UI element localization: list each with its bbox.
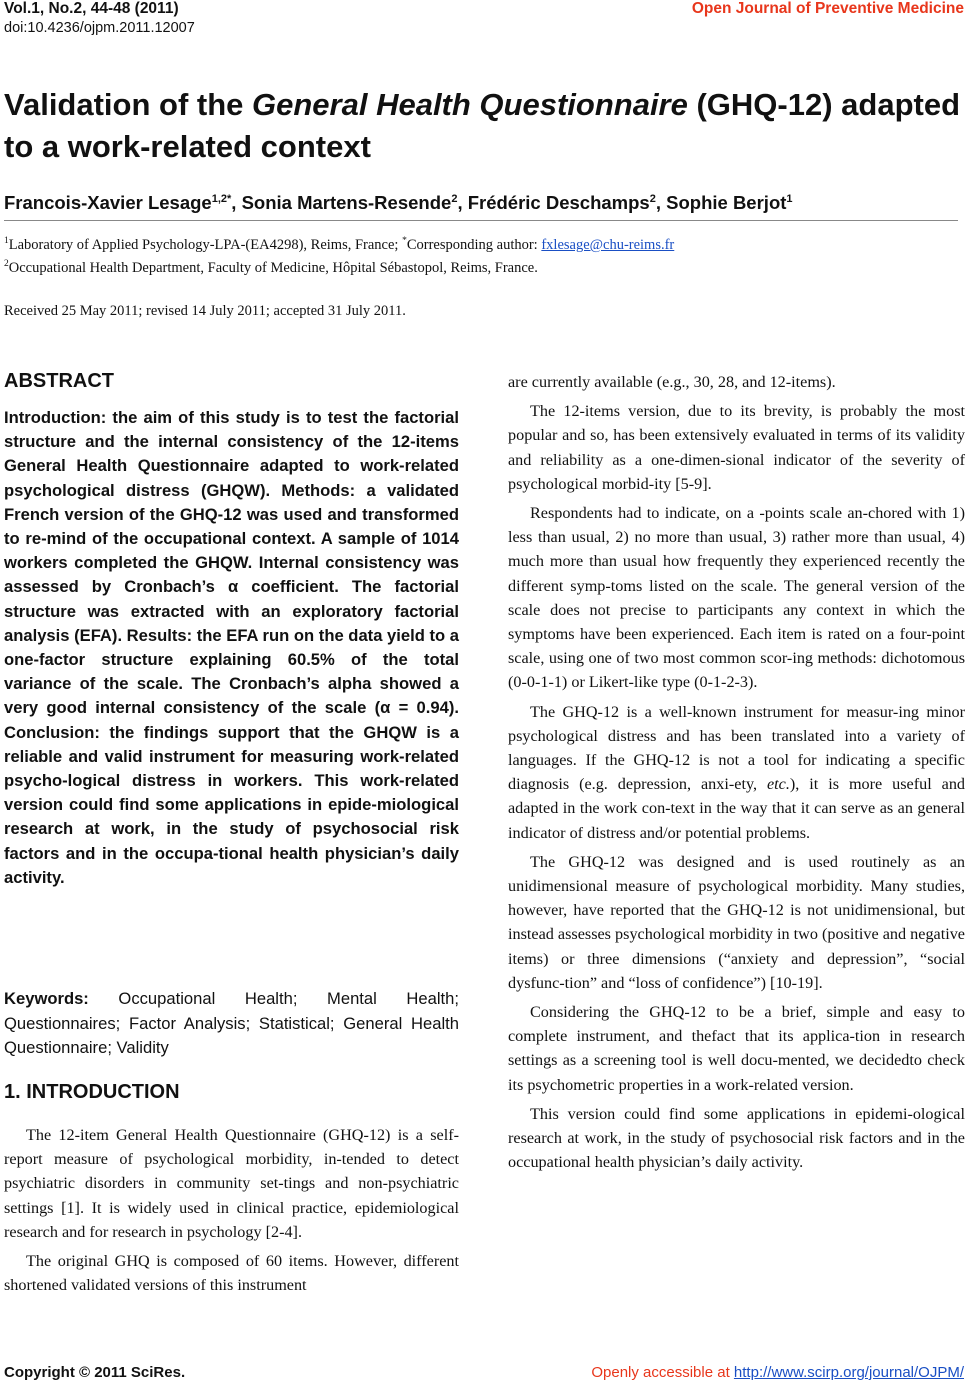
author-affiliation: 1 (786, 192, 793, 205)
intro-right-column (508, 370, 965, 1180)
paragraph (508, 700, 965, 845)
paragraph-continuation: are currently available (e.g., 30, 28, and 12-items). (508, 373, 836, 391)
affiliation-2 (4, 259, 538, 277)
title-part1: Validation of the (4, 87, 253, 122)
affiliation-text: Occupational Health Department, Faculty of Medicine, Hôpital Sébastopol, Reims, France. (8, 259, 538, 276)
corresponding-mark: * (402, 236, 407, 246)
journal-url-link[interactable]: http://www.scirp.org/journal/OJPM/ (733, 1364, 964, 1381)
doi: doi:10.4236/ojpm.2011.12007 (4, 20, 195, 36)
paragraph-text: ), it is more useful and adapted in the work con-text in the way that it can serve as an general indicator of distress and/or potential problems. (508, 775, 966, 842)
author-divider (4, 220, 958, 221)
paragraph: This version could find some applications in epidemi-ological research at work, in the study of psychosocial risk factors and in the occupational health physician’s daily activity. (508, 1104, 965, 1172)
title-part2: (GHQ-12) adapted to a work-related context (4, 87, 961, 164)
copyright: Copyright © 2011 SciRes. (4, 1364, 186, 1381)
affiliation-number: 1 (4, 236, 9, 246)
author-affiliation: 1,2* (211, 192, 232, 205)
author-name: Frédéric Deschamps (467, 192, 650, 213)
author-affiliation: 2 (649, 192, 656, 205)
abstract-heading: ABSTRACT (4, 370, 114, 392)
paragraph: The 12-items version, due to its brevity, is probably the most popular and so, has been extensively evaluated in terms of its validity and reliability as a one-dimen-sional indicator of the severity of psychological morbid-ity [5-9]. (508, 402, 965, 493)
paragraph: Considering the GHQ-12 to be a brief, simple and easy to complete instrument, and thefact that its applica-tion in research settings as a screening tool is well docu-mented, we decidedto check its psychometric properties in a work-related version. (508, 1003, 965, 1094)
author-name: Sonia Martens-Resende (241, 192, 452, 213)
author-separator: , (231, 192, 242, 213)
intro-left-column (4, 1123, 459, 1302)
received-dates: Received 25 May 2011; revised 14 July 2011; accepted 31 July 2011. (4, 303, 406, 319)
paragraph: The GHQ-12 was designed and is used routinely as an unidimensional measure of psychological morbidity. Many studies, however, have reported that the GHQ-12 is not unidimensional, but instead assesses psychological morbidity in two (positive and negative items) or three dimensions (“anxiety and depression”, “social dysfunc-tion” and “loss of confidence”) [10-19]. (508, 852, 965, 992)
paragraph-text: The GHQ-12 is a well-known instrument for measur-ing minor psychological distress and has been translated into a variety of languages. If the GHQ-12 is not a tool for indicating a specific diagnosis (e.g. depression, anxi-ety, (508, 702, 965, 794)
author-name: Francois-Xavier Lesage (4, 192, 212, 213)
title-italic: General Health Questionnaire (252, 87, 688, 122)
email-link[interactable]: fxlesage@chu-reims.fr (541, 236, 675, 253)
author-affiliation: 2 (451, 192, 458, 205)
keywords-text: Occupational Health; Mental Health; Questionnaires; Factor Analysis; Statistical; General Health Questionnaire; Validity (4, 989, 459, 1057)
open-access-note (591, 1364, 964, 1381)
author-name: Sophie Berjot (666, 192, 787, 213)
paper-title (4, 84, 964, 168)
journal-name: Open Journal of Preventive Medicine (691, 0, 964, 17)
affiliation-number: 2 (4, 259, 9, 269)
keywords (4, 987, 459, 1061)
author-separator: , (655, 192, 667, 213)
paragraph: Respondents had to indicate, on a -points scale an-chored with 1) less than usual, 2) no more than usual, 3) rather more than usual, 4) much more than usual how frequently they experienced recently the different symp-toms listed on the scale. The general version of the scale does not precise to participants any context in which the symptoms have been experienced. Each item is rated on a four-point scale, using one of two most common scor-ing methods: dichotomous (0-0-1-1) or Likert-like type (0-1-2-3). (508, 504, 965, 692)
keywords-label: Keywords: (4, 989, 89, 1008)
author-list (4, 192, 793, 214)
open-access-text: Openly accessible at (591, 1364, 734, 1381)
affiliation-1 (4, 236, 674, 254)
paragraph-italic: etc. (766, 775, 790, 794)
abstract-body: Introduction: the aim of this study is to test the factorial structure and the internal consistency of the 12-items General Health Questionnaire adapted to work-related psychological distress (GHQW). Methods: a validated French version of the GHQ-12 was used and transformed to re-mind of the occupational context. A sample of 1014 workers completed the GHQW. Internal consistency was assessed by Cronbach’s α coefficient. The factorial structure was extracted with an exploratory factorial analysis (EFA). Results: the EFA run on the data yield to a one-factor structure explaining 60.5% of the total variance of the scale. The Cronbach’s alpha showed a very good internal consistency of the scale (α = 0.94). Conclusion: the findings support that the GHQW is a reliable and valid instrument for measuring work-related psycho-logical distress in workers. This work-related version could find some applications in epide-miological research at work, in the study of psychosocial risk factors and in the occupa-tional health physician’s daily activity. (4, 408, 459, 887)
author-separator: , (457, 192, 468, 213)
corresponding-label: Corresponding author: (406, 236, 542, 253)
volume-info: Vol.1, No.2, 44-48 (2011) (4, 0, 179, 17)
affiliation-text: Laboratory of Applied Psychology-LPA-(EA4298), Reims, France; (8, 236, 403, 253)
paragraph: The 12-item General Health Questionnaire (GHQ-12) is a self-report measure of psychological morbidity, in-tended to detect psychiatric disorders in community set-tings and non-psychiatric settings [1]. It is widely used in clinical practice, epidemiological research and for research in psychology [2-4]. (4, 1126, 459, 1241)
paragraph: The original GHQ is composed of 60 items. However, different shortened validated versions of this instrument (4, 1252, 459, 1295)
section-heading: 1. INTRODUCTION (4, 1081, 180, 1103)
